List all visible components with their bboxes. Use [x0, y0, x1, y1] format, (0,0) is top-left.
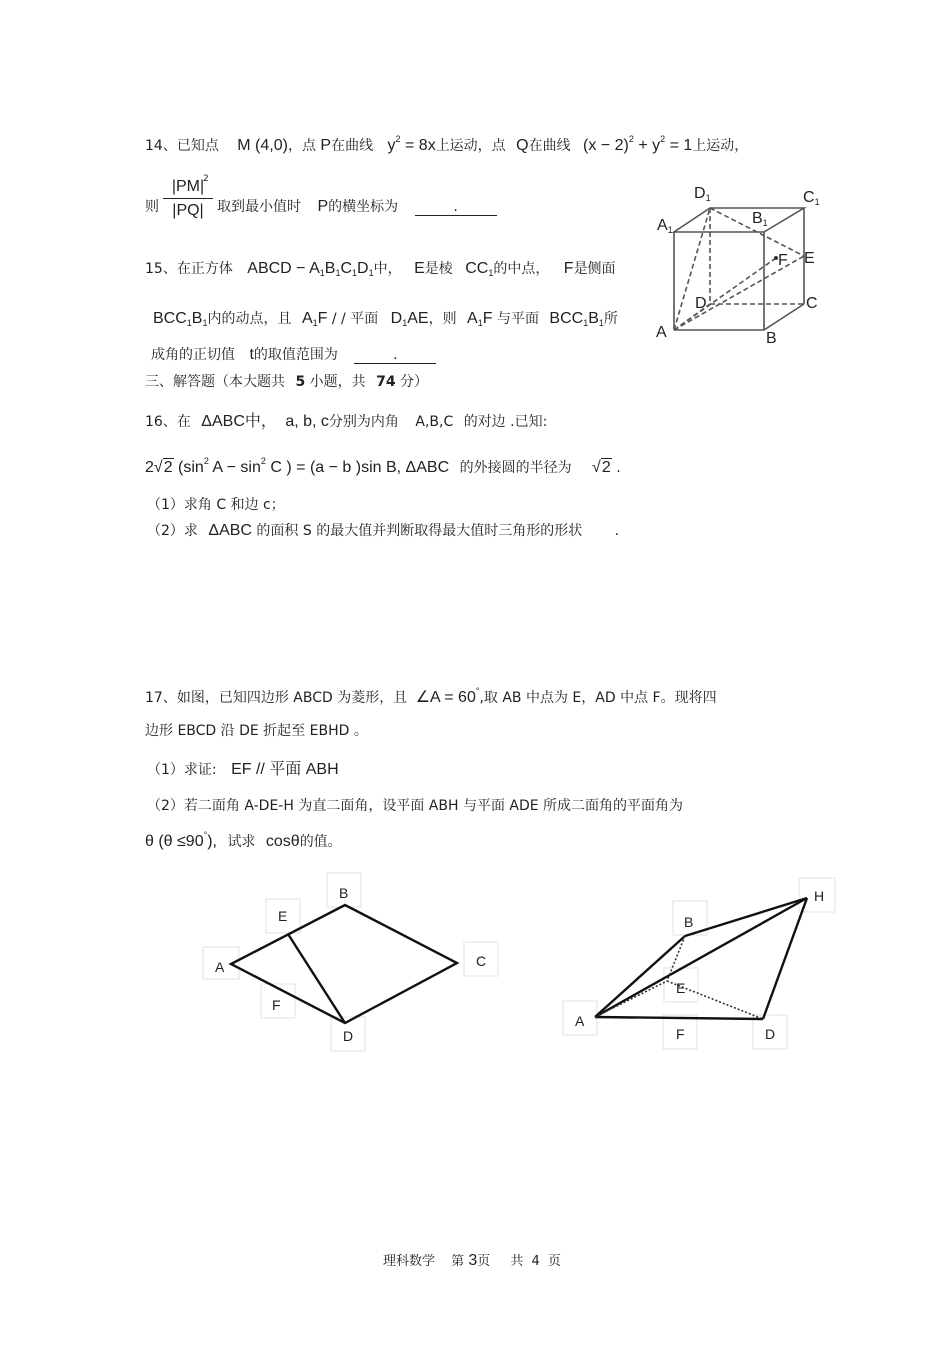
- label-e: E: [804, 250, 815, 267]
- cube-edge: [764, 304, 804, 330]
- q17-part1: （1）求证: EF // 平面 ABH: [147, 761, 339, 778]
- q14-frac-num: |PM|: [171, 178, 205, 195]
- edge-ah: [595, 898, 807, 1017]
- q14-frac-den: |PQ|: [172, 202, 204, 219]
- label-d1: D1: [694, 185, 711, 203]
- label-d: D: [765, 1026, 776, 1042]
- q14-curve2: $(x - 2)^2 + y^2 = 1$: [583, 134, 693, 154]
- edge-ae-hidden: [595, 981, 667, 1017]
- label-b: B: [339, 885, 349, 901]
- cube-figure: [650, 180, 830, 350]
- label-a: A: [656, 324, 667, 341]
- label-c: C: [806, 295, 818, 312]
- q14-fraction: |PM| |PQ| 2: [163, 176, 213, 221]
- q15-answer-blank[interactable]: .: [354, 347, 436, 364]
- edge-hd: [763, 898, 807, 1019]
- label-d: D: [695, 295, 707, 312]
- label-h: H: [814, 888, 825, 904]
- q16-line1: 16、在 ΔABC中， a, b, c分别为内角 A,B,C 的对边 .已知:: [145, 413, 548, 430]
- q17-part2-cont: θ (θ ≤90°), 试求 cosθ的值。: [145, 830, 342, 850]
- q16-part2: （2）求 ΔABC 的面积 S 的最大值并判断取得最大值时三角形的形状 .: [147, 522, 620, 539]
- line-a-f: [674, 258, 776, 330]
- edge-bh: [685, 898, 807, 936]
- label-c: C: [476, 953, 487, 969]
- label-a: A: [215, 959, 225, 975]
- q14-line2: 取到最小值时 P的横坐标为 .: [217, 196, 497, 216]
- q17-line1: 17、如图，已知四边形 ABCD 为菱形，且 ∠A = 60°,取 AB 中点为 E，AD 中点 F。现将四: [145, 686, 717, 706]
- q15-line1: 15、在正方体 ABCD − $A_1B_1C_1D_1$中， E是棱 $CC_1$的中点， F是侧面: [145, 260, 616, 278]
- label-e: E: [278, 908, 288, 924]
- edge-ad: [595, 1017, 763, 1019]
- label-a1: A1: [657, 217, 673, 235]
- label-b: B: [766, 330, 777, 347]
- label-b: B: [684, 914, 694, 930]
- label-b1: B1: [752, 210, 768, 228]
- q14-point-m: M (4,0): [237, 137, 288, 154]
- q14-ze: 则: [145, 199, 159, 215]
- label-f: F: [272, 997, 281, 1013]
- q17-part2: （2）若二面角 A-DE-H 为直二面角，设平面 ABH 与平面 ADE 所成二面角的平面角为: [147, 798, 684, 814]
- rhombus-abcd: [231, 905, 457, 1023]
- q16-part1: （1）求角 C 和边 c；: [147, 497, 285, 513]
- label-a: A: [575, 1013, 585, 1029]
- q17-line2: 边形 EBCD 沿 DE 折起至 EBHD 。: [145, 723, 368, 739]
- q14-answer-blank[interactable]: .: [415, 199, 497, 216]
- rhombus-figure: [195, 870, 515, 1055]
- label-c1: C1: [803, 189, 820, 207]
- folded-figure: [555, 870, 845, 1055]
- label-f: F: [778, 252, 788, 269]
- current-page: 3: [468, 1252, 478, 1269]
- q15-line3: 成角的正切值 t的取值范围为 .: [151, 344, 436, 364]
- label-e: E: [676, 980, 686, 996]
- edge-ab: [595, 936, 685, 1017]
- q14-number: 14、已知点: [145, 138, 219, 154]
- q14-curve1: $y^2 = 8x$: [387, 134, 436, 154]
- segment-ed: [288, 934, 345, 1023]
- q16-equation: 2√2 ($\sin^2$ $A - \sin^2 C$ ) = (a − b )sin B, ΔABC 的外接圆的半径为 √2 .: [145, 456, 621, 476]
- q15-line2: $BCC_1B_1$内的动点，且 $A_1F$ / / 平面 $D_1AE$，则 $A_1F$ 与平面 $BCC_1B_1$所: [153, 310, 618, 328]
- page-footer: 理科数学 第 3页 共 4 页: [383, 1252, 561, 1269]
- q14-line1: 14、已知点 M (4,0)，点 P在曲线 $y^2 = 8x$上运动，点 Q在曲线 $(x - 2)^2 + y^2 = 1$上运动，: [145, 134, 749, 154]
- label-f: F: [676, 1026, 685, 1042]
- total-pages: 4: [531, 1254, 540, 1269]
- cube-top-face: [674, 208, 804, 232]
- label-d: D: [343, 1028, 354, 1044]
- q15-cube: ABCD − $A_1B_1C_1D_1$: [247, 260, 374, 278]
- section-heading: 三、解答题（本大题共 5 小题，共 74 分）: [145, 374, 429, 390]
